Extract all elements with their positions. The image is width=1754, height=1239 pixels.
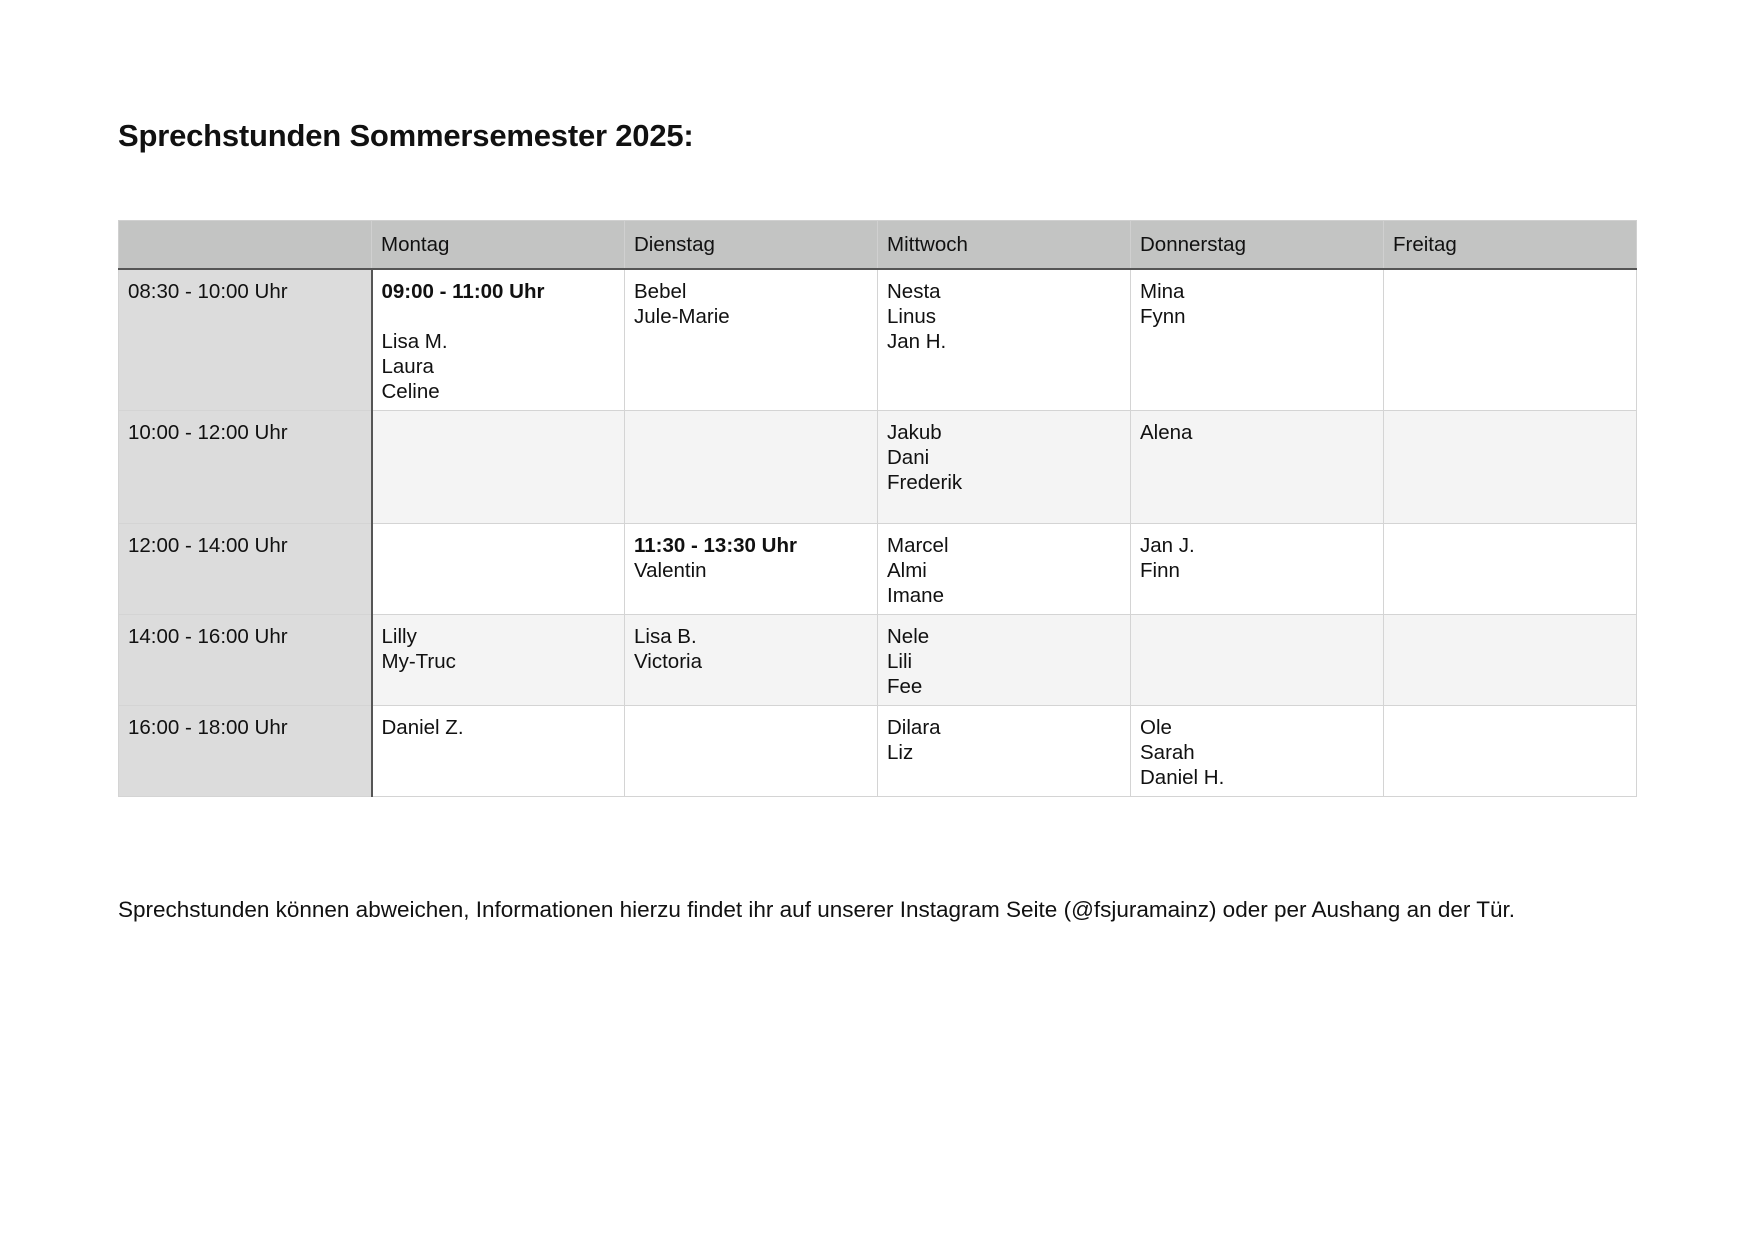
person-name: Valentin <box>634 559 707 582</box>
slot-time-label: 09:00 - 11:00 Uhr <box>381 280 545 303</box>
person-name: My-Truc <box>381 650 456 673</box>
time-slot-cell: 16:00 - 18:00 Uhr <box>119 706 372 797</box>
schedule-table <box>118 220 1637 797</box>
person-name: Lisa M. <box>381 330 448 353</box>
slot-cell-tuesday <box>625 269 878 411</box>
table-row <box>119 524 1637 615</box>
slot-cell-monday <box>372 411 625 524</box>
slot-cell-wednesday <box>878 524 1131 615</box>
slot-cell-friday <box>1384 411 1637 524</box>
person-name: Jakub <box>887 421 942 444</box>
person-name: Dani <box>887 446 930 469</box>
slot-cell-friday <box>1384 615 1637 706</box>
slot-cell-monday <box>372 615 625 706</box>
header-day-wednesday: Mittwoch <box>878 221 1131 270</box>
person-name: Jan H. <box>887 330 947 353</box>
person-name: Jan J. <box>1140 534 1195 557</box>
header-day-monday: Montag <box>372 221 625 270</box>
slot-time-label: 11:30 - 13:30 Uhr <box>634 534 797 557</box>
slot-cell-friday <box>1384 269 1637 411</box>
slot-cell-monday <box>372 524 625 615</box>
slot-cell-friday <box>1384 706 1637 797</box>
slot-cell-monday <box>372 706 625 797</box>
person-name: Dilara <box>887 716 941 739</box>
table-row <box>119 411 1637 524</box>
time-slot-cell: 10:00 - 12:00 Uhr <box>119 411 372 524</box>
person-name: Fynn <box>1140 305 1186 328</box>
person-name: Mina <box>1140 280 1185 303</box>
time-slot-cell: 08:30 - 10:00 Uhr <box>119 269 372 411</box>
person-name: Nele <box>887 625 930 648</box>
table-row <box>119 615 1637 706</box>
person-name: Ole <box>1140 716 1172 739</box>
page-title: Sprechstunden Sommersemester 2025: <box>118 118 694 153</box>
person-name: Sarah <box>1140 741 1195 764</box>
person-name: Marcel <box>887 534 949 557</box>
slot-cell-thursday <box>1131 524 1384 615</box>
person-name: Imane <box>887 584 944 607</box>
person-name: Linus <box>887 305 937 328</box>
header-day-thursday: Donnerstag <box>1131 221 1384 270</box>
table-row <box>119 269 1637 411</box>
person-name: Bebel <box>634 280 687 303</box>
slot-cell-wednesday <box>878 411 1131 524</box>
schedule-body <box>119 269 1637 797</box>
slot-cell-tuesday <box>625 411 878 524</box>
slot-cell-wednesday <box>878 706 1131 797</box>
person-name: Celine <box>381 380 440 403</box>
person-name: Victoria <box>634 650 702 673</box>
slot-cell-thursday <box>1131 706 1384 797</box>
slot-cell-thursday <box>1131 615 1384 706</box>
person-name: Lili <box>887 650 913 673</box>
person-name: Alena <box>1140 421 1193 444</box>
time-slot-cell: 14:00 - 16:00 Uhr <box>119 615 372 706</box>
table-row <box>119 706 1637 797</box>
slot-cell-thursday <box>1131 411 1384 524</box>
person-name: Lisa B. <box>634 625 697 648</box>
slot-cell-friday <box>1384 524 1637 615</box>
slot-cell-wednesday <box>878 615 1131 706</box>
header-row <box>119 221 1637 270</box>
person-name: Jule-Marie <box>634 305 730 328</box>
header-day-tuesday: Dienstag <box>625 221 878 270</box>
person-name: Daniel Z. <box>381 716 464 739</box>
slot-cell-tuesday <box>625 706 878 797</box>
person-name: Daniel H. <box>1140 766 1225 789</box>
person-name: Frederik <box>887 471 963 494</box>
slot-cell-wednesday <box>878 269 1131 411</box>
slot-cell-thursday <box>1131 269 1384 411</box>
footnote: Sprechstunden können abweichen, Informationen hierzu findet ihr auf unserer Instagram Seite (@fsjuramainz) oder per Aushang an der Tür. <box>118 897 1515 922</box>
person-name: Fee <box>887 675 923 698</box>
time-slot-cell: 12:00 - 14:00 Uhr <box>119 524 372 615</box>
header-corner <box>119 221 372 270</box>
header-day-friday: Freitag <box>1384 221 1637 270</box>
slot-cell-tuesday <box>625 524 878 615</box>
person-name: Almi <box>887 559 927 582</box>
person-name: Lilly <box>381 625 417 648</box>
person-name: Finn <box>1140 559 1180 582</box>
person-name: Laura <box>381 355 434 378</box>
person-name: Liz <box>887 741 914 764</box>
slot-spacer <box>382 304 616 329</box>
slot-cell-tuesday <box>625 615 878 706</box>
person-name: Nesta <box>887 280 941 303</box>
slot-cell-monday <box>372 269 625 411</box>
